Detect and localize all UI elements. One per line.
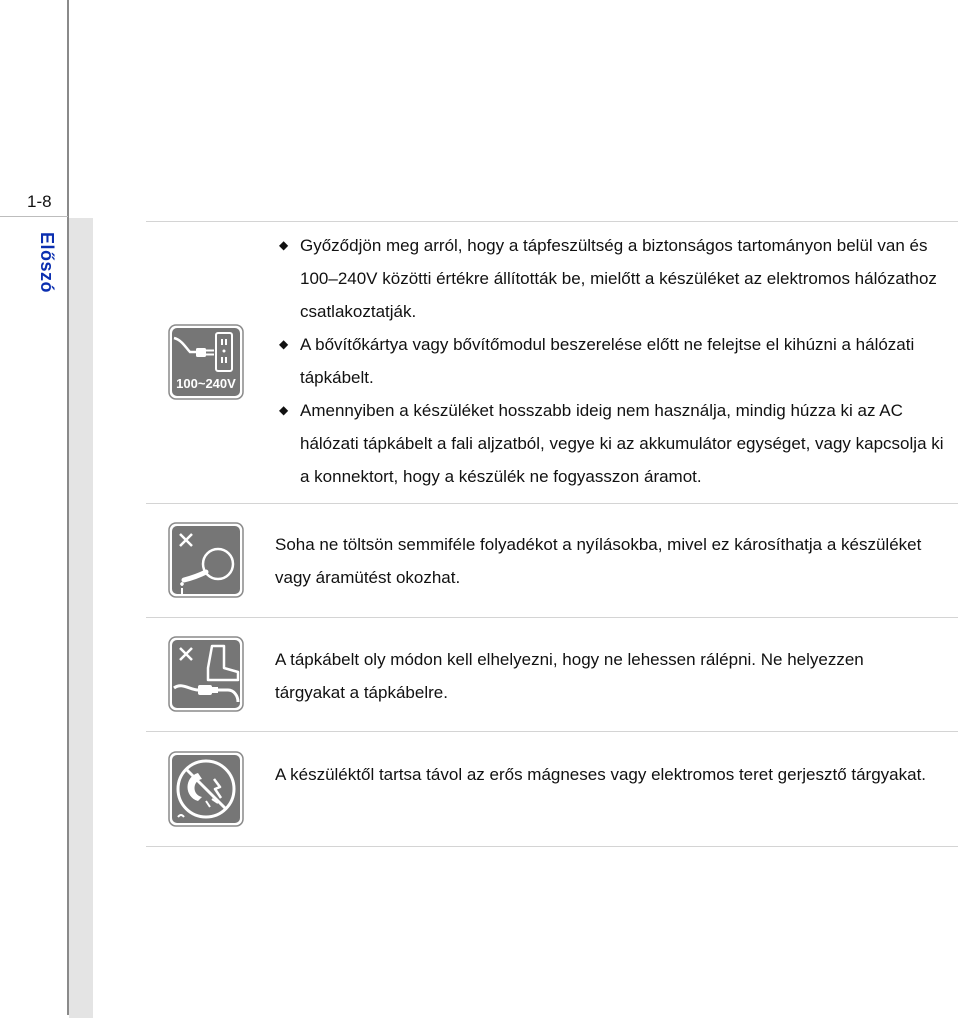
voltage-label: 100~240V — [176, 376, 236, 391]
list-item — [275, 328, 945, 394]
liquid-warning-text: Soha ne töltsön semmiféle folyadékot a nyílásokba, mivel ez károsíthatja a készüléket vagy áramütést okozhat. — [275, 535, 922, 587]
diamond-bullet-icon: ◆ — [279, 337, 289, 351]
section-label: Előszó — [37, 232, 57, 294]
power-bullet-list — [275, 229, 945, 493]
divider — [146, 731, 958, 732]
margin-gray-band — [69, 218, 93, 1018]
power-plug-voltage-icon — [168, 324, 244, 400]
divider — [146, 846, 958, 847]
no-liquid-icon — [168, 522, 244, 598]
page-number: 1-8 — [27, 192, 52, 211]
cable-warning-text: A tápkábelt oly módon kell elhelyezni, hogy ne lehessen rálépni. Ne helyezzen tárgyakat a tápkábelre. — [275, 650, 864, 702]
diamond-bullet-icon: ◆ — [279, 238, 289, 252]
page-number-rule — [0, 216, 68, 217]
list-item — [275, 394, 945, 493]
bullet-text: A bővítőkártya vagy bővítőmodul beszerelése előtt ne felejtse el kihúzni a hálózati tápkábelt. — [300, 335, 915, 387]
diamond-bullet-icon: ◆ — [279, 403, 289, 417]
divider — [146, 617, 958, 618]
no-step-on-cable-icon — [168, 636, 244, 712]
bullet-text: Amennyiben a készüléket hosszabb ideig nem használja, mindig húzza ki az AC hálózati tápkábelt a fali aljzatból, vegye ki az akkumulátor egységet, vagy kapcsolja ki a konnektort, hogy a készülék ne fogyasszon áramot. — [300, 401, 944, 486]
bullet-text: Győződjön meg arról, hogy a tápfeszültség a biztonságos tartományon belül van és 100–240V közötti értékre állították be, mielőtt a készüléket az elektromos hálózathoz csatlakoztatják. — [300, 236, 937, 321]
list-item — [275, 229, 945, 328]
divider — [146, 503, 958, 504]
no-magnet-icon — [168, 751, 244, 827]
magnet-warning-text: A készüléktől tartsa távol az erős mágneses vagy elektromos teret gerjesztő tárgyakat. — [275, 765, 927, 784]
divider — [146, 221, 958, 222]
